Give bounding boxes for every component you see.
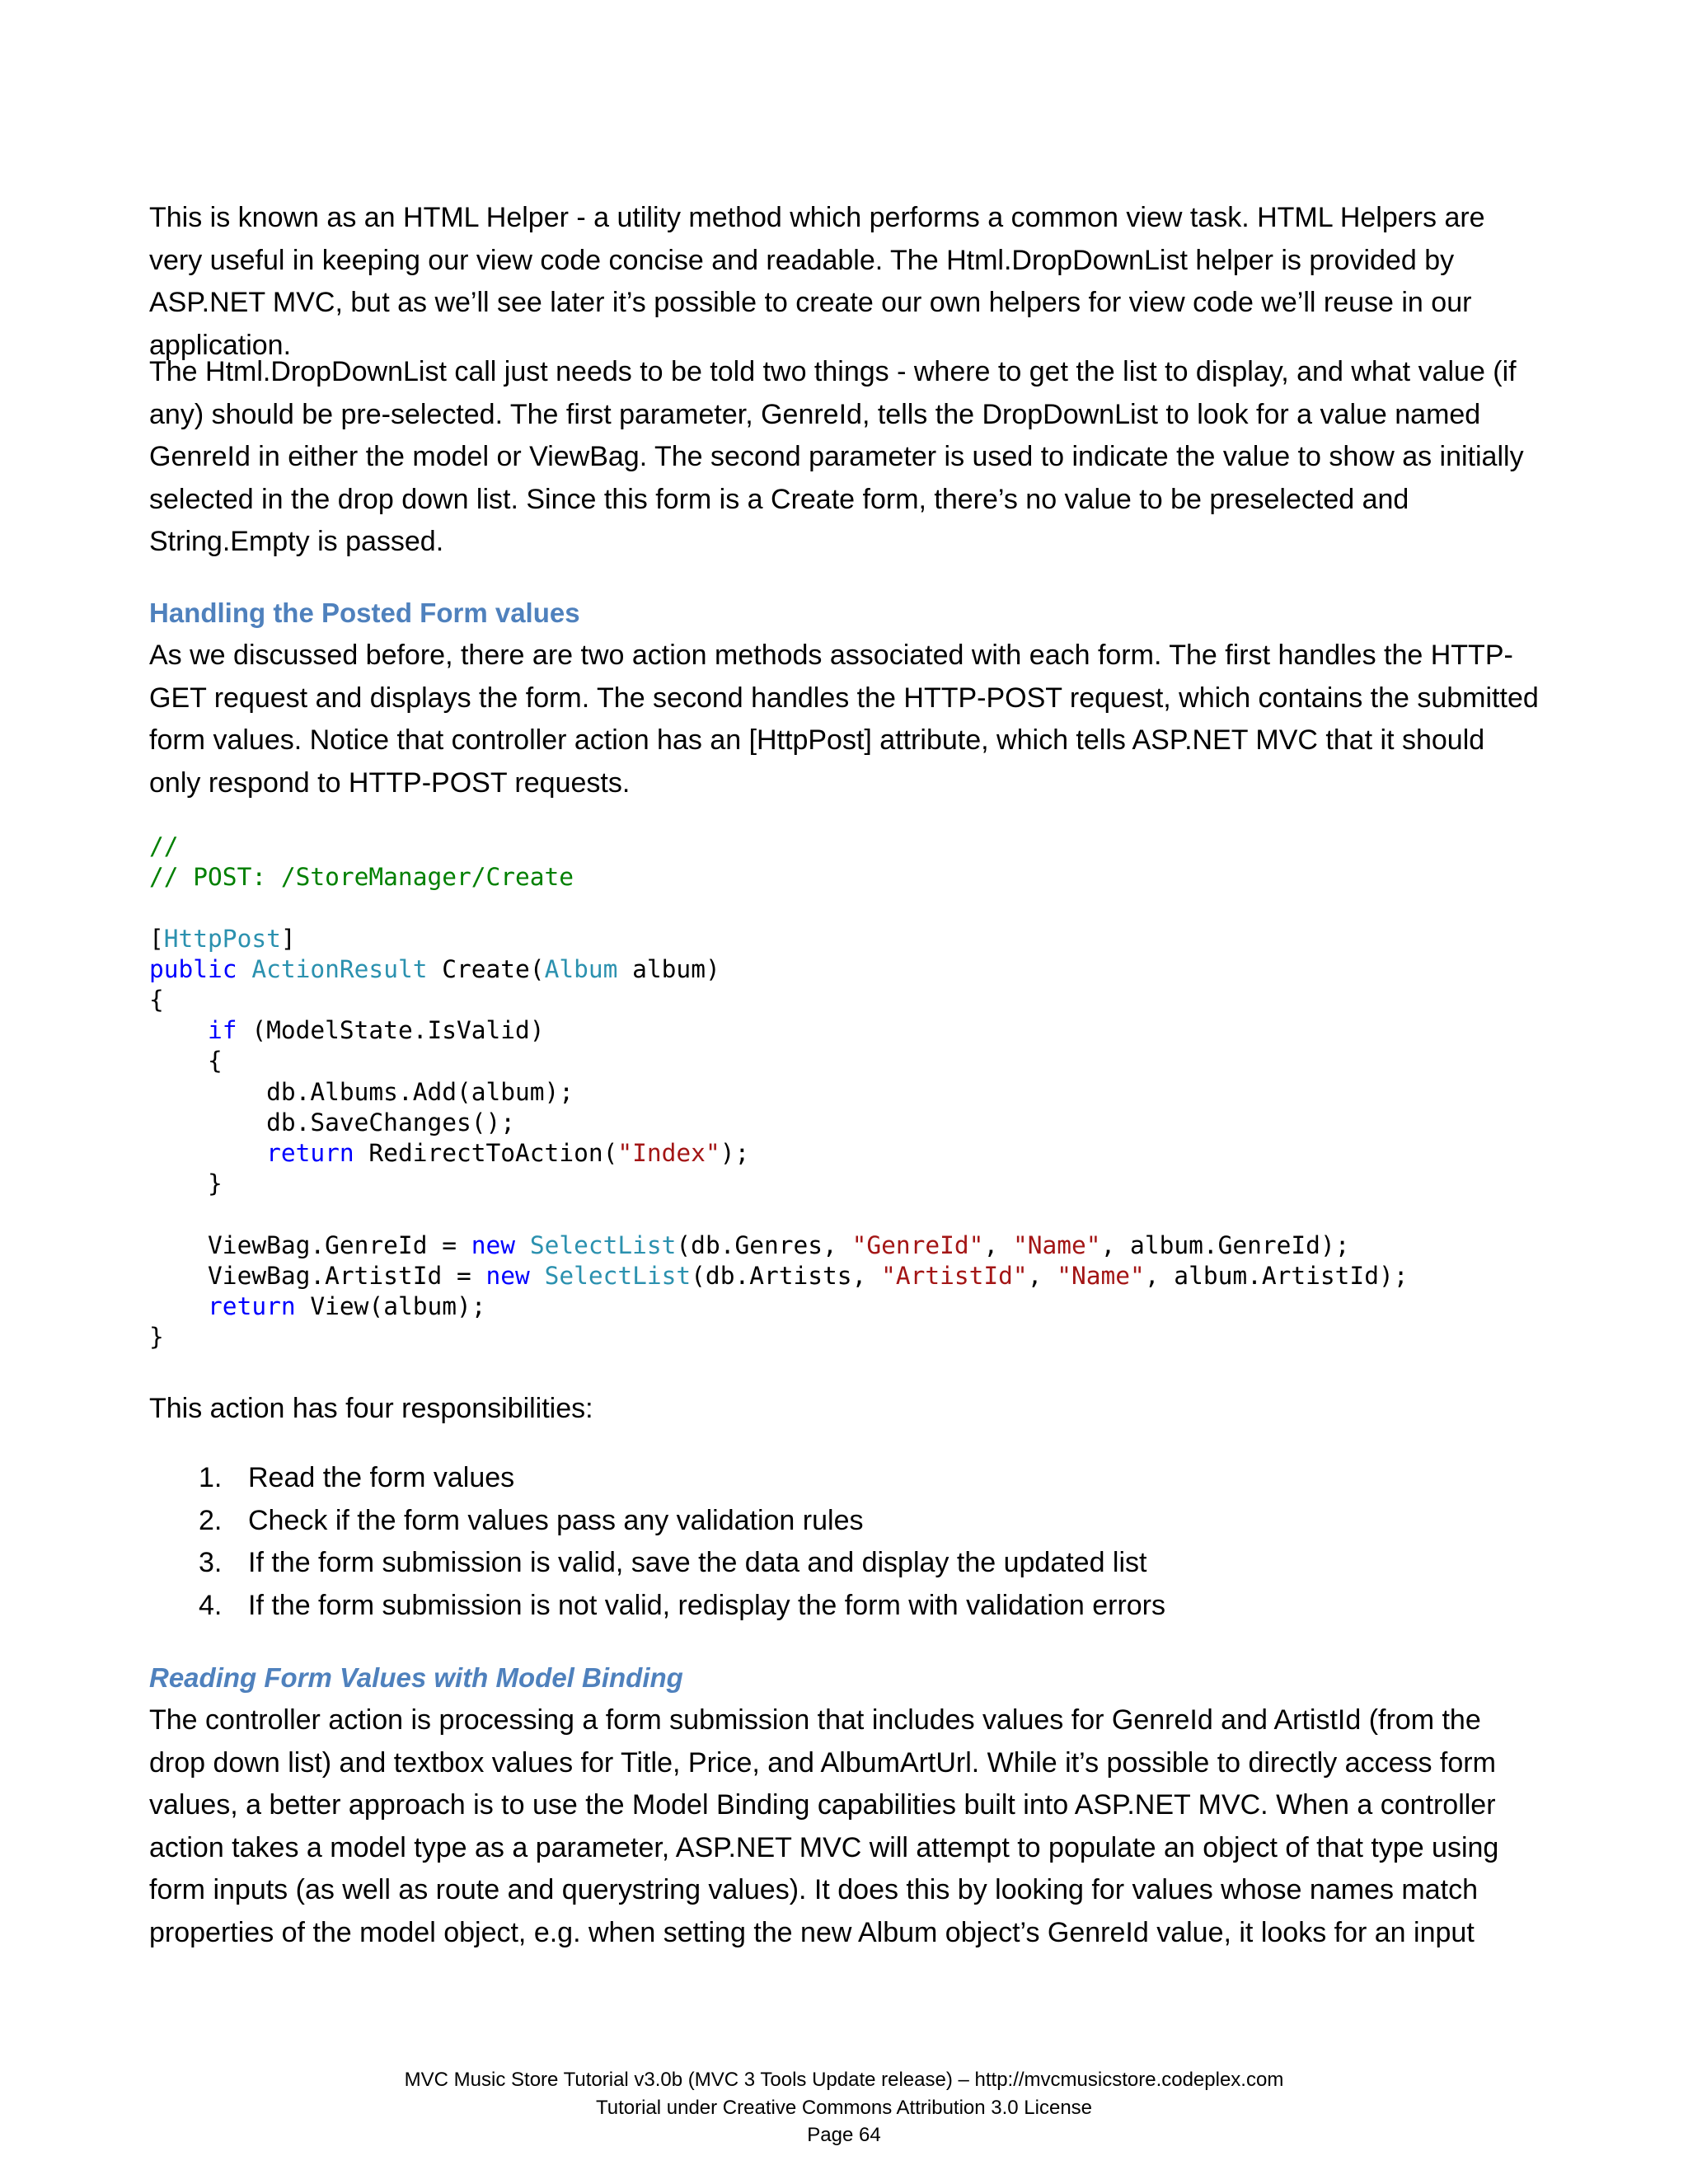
list-item-number: 1. (199, 1462, 223, 1493)
code-text: db.SaveChanges(); (266, 1108, 516, 1137)
footer-license: Tutorial under Creative Commons Attribution 3.0 License (595, 2096, 1093, 2119)
page-number: Page 64 (807, 2124, 881, 2146)
list-item (149, 1500, 1165, 1543)
list-item-number: 4. (199, 1589, 223, 1621)
paragraph-model-binding: The controller action is processing a form submission that includes values for GenreId and ArtistId (from the drop down list) and textbox values for Title, Price, and AlbumArtUrl. While it’s possible to directly access form values, a better approach is to use the Model Binding capabilities built into ASP.NET MVC. When a controller action takes a model type as a parameter, ASP.NET MVC will attempt to populate an object of that type using form inputs (as well as route and querystring values). It does this by looking for values whose names match properties of the model object, e.g. when setting the new Album object’s GenreId value, it looks for an input (149, 1704, 1499, 1948)
code-text: (db.Artists, (691, 1261, 882, 1290)
code-text: (ModelState.IsValid) (237, 1016, 545, 1045)
list-item-text: If the form submission is not valid, redisplay the form with validation errors (248, 1589, 1166, 1621)
code-string: "Index" (617, 1139, 720, 1168)
code-keyword: if (208, 1016, 237, 1045)
code-text: View(album); (295, 1292, 486, 1321)
code-keyword: return (266, 1139, 354, 1168)
page-footer (0, 2066, 1688, 2149)
code-attribute: HttpPost (163, 924, 281, 953)
paragraph-action-methods: As we discussed before, there are two action methods associated with each form. The first handles the HTTP-GET request and displays the form. The second handles the HTTP-POST request, which contains the submitted form values. Notice that controller action has an [HttpPost] attribute, which tells ASP.NET MVC that it should only respond to HTTP-POST requests. (149, 640, 1539, 799)
code-text: , (983, 1230, 1013, 1259)
code-text: Create( (427, 954, 545, 983)
code-keyword: new (471, 1230, 516, 1259)
code-keyword: new (485, 1261, 530, 1290)
code-text: ); (720, 1139, 750, 1168)
code-keyword: return (208, 1292, 296, 1321)
code-text: album) (617, 954, 720, 983)
code-type: Album (544, 954, 618, 983)
code-type: SelectList (529, 1230, 677, 1259)
code-type: SelectList (544, 1261, 692, 1290)
paragraph-dropdownlist-call: The Html.DropDownList call just needs to be told two things - where to get the list to display, and what value (if any) should be pre-selected. The first parameter, GenreId, tells the DropDownList to look for a value named GenreId in either the model or ViewBag. The second parameter is used to indicate the value to show as initially selected in the drop down list. Since this form is a Create form, there’s no value to be preselected and String.Empty is passed. (149, 356, 1524, 558)
code-text: ViewBag.GenreId = (208, 1230, 471, 1259)
code-text: , album.GenreId); (1100, 1230, 1350, 1259)
code-comment: // POST: /StoreManager/Create (149, 863, 574, 892)
code-type: ActionResult (251, 954, 428, 983)
responsibilities-list (149, 1457, 1165, 1627)
code-string: "ArtistId" (881, 1261, 1028, 1290)
code-text: (db.Genres, (676, 1230, 852, 1259)
code-string: "Name" (1057, 1261, 1145, 1290)
list-item (149, 1585, 1165, 1628)
code-text: , (1027, 1261, 1057, 1290)
list-item-text: Check if the form values pass any validation rules (248, 1504, 864, 1536)
code-text: , album.ArtistId); (1144, 1261, 1409, 1290)
heading-model-binding: Reading Form Values with Model Binding (149, 1662, 683, 1693)
code-text: RedirectToAction( (354, 1139, 618, 1168)
list-item-number: 3. (199, 1547, 223, 1579)
footer-tutorial-link: MVC Music Store Tutorial v3.0b (MVC 3 Tools Update release) – http://mvcmusicstore.codeplex.com (404, 2069, 1284, 2091)
code-string: "GenreId" (851, 1230, 984, 1259)
list-item-text: Read the form values (248, 1462, 515, 1493)
code-comment: // (149, 832, 179, 860)
code-string: "Name" (1012, 1230, 1101, 1259)
code-text: ViewBag.ArtistId = (208, 1261, 486, 1290)
code-keyword: public (149, 954, 237, 983)
list-item-number: 2. (199, 1504, 223, 1536)
code-text: db.Albums.Add(album); (266, 1077, 574, 1106)
heading-handling-posted-form: Handling the Posted Form values (149, 598, 580, 628)
list-item (149, 1542, 1165, 1585)
list-item (149, 1457, 1165, 1500)
paragraph-html-helper: This is known as an HTML Helper - a utility method which performs a common view task. HTML Helpers are very useful in keeping our view code concise and readable. The Html.DropDownList helper is provided by ASP.NET MVC, but as we’ll see later it’s possible to create our own helpers for view code we’ll reuse in our application. (149, 202, 1485, 361)
code-block-create-post: // // POST: /StoreManager/Create [HttpPost] public ActionResult Create(Album album) { if (ModelState.IsValid) { db.Albums.Add(album); db.SaveChanges(); return RedirectToAction("Index"); } ViewBag.GenreId = new SelectList(db.Genres, "GenreId", "Name", album.GenreId); ViewBag.ArtistId = new SelectList(db.Artists, "ArtistId", "Name", album.ArtistId); return View(album); } (149, 832, 1409, 1352)
paragraph-four-responsibilities: This action has four responsibilities: (149, 1393, 593, 1424)
list-item-text: If the form submission is valid, save the data and display the updated list (248, 1547, 1147, 1579)
